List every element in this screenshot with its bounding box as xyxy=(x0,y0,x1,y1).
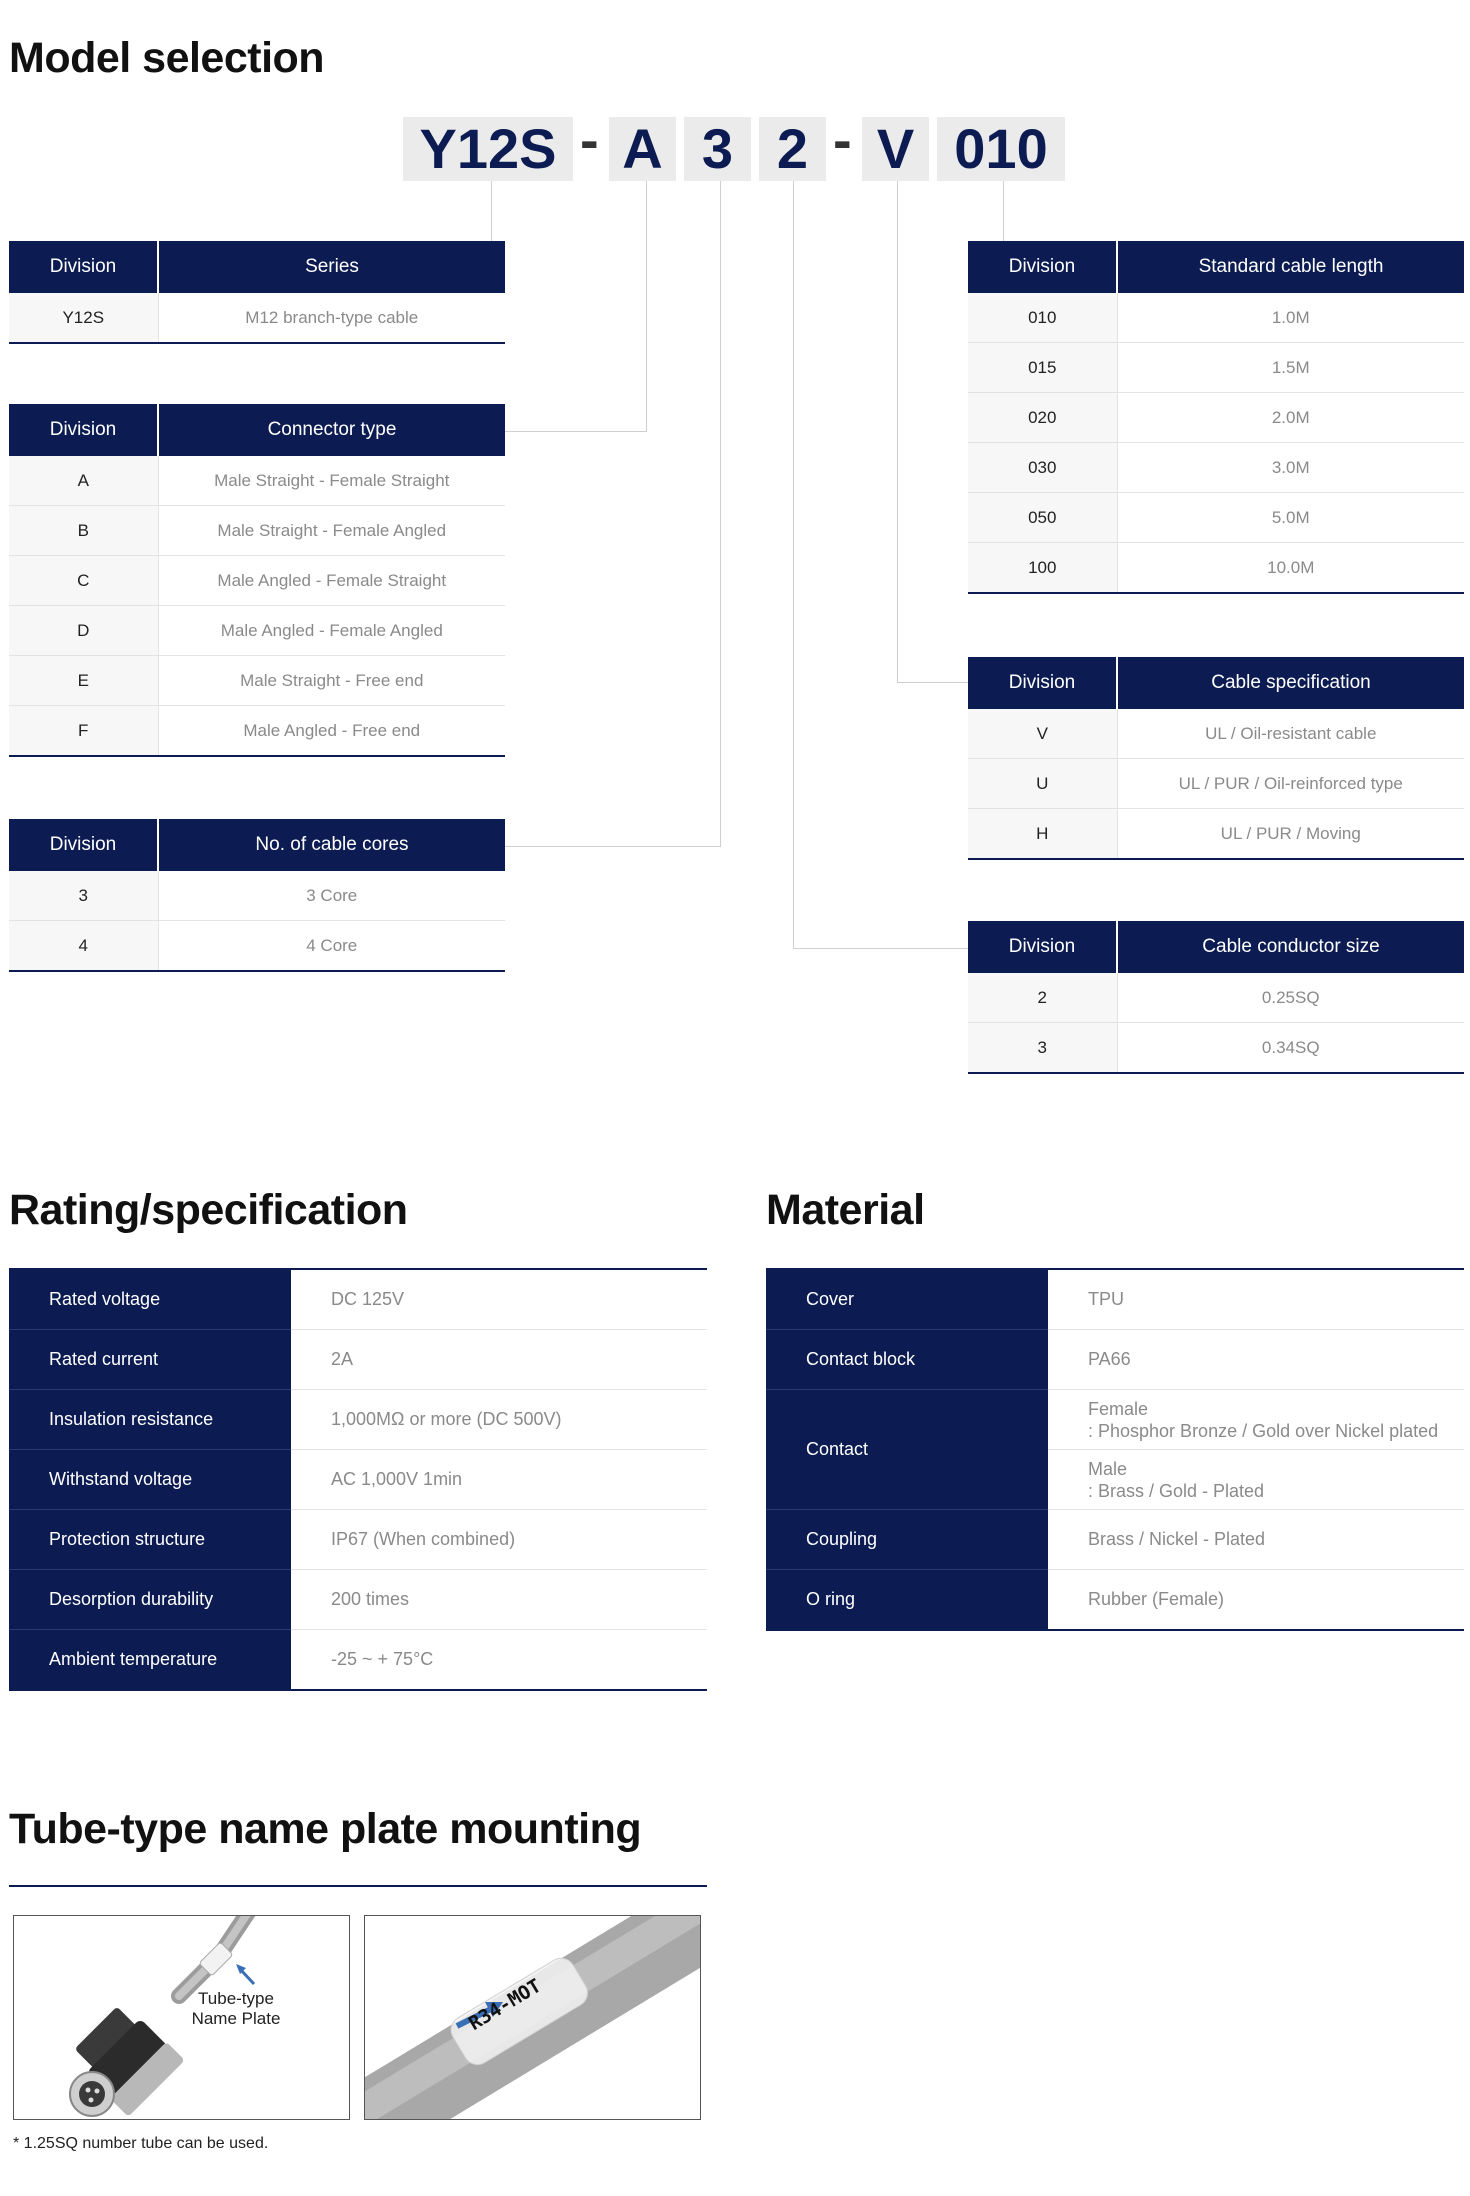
connector-line xyxy=(793,181,794,949)
connector-line xyxy=(1003,181,1004,241)
division-cell: E xyxy=(9,656,158,706)
table-row xyxy=(9,293,505,343)
division-cell: 3 xyxy=(968,1023,1117,1074)
table-row xyxy=(9,606,505,656)
spec-label: Rated voltage xyxy=(9,1269,291,1330)
table-row xyxy=(9,921,505,972)
description-cell: Male Straight - Female Angled xyxy=(158,506,505,556)
spec-label: Insulation resistance xyxy=(9,1390,291,1450)
division-cell: B xyxy=(9,506,158,556)
spec-label: Desorption durability xyxy=(9,1570,291,1630)
material-value-female xyxy=(1048,1390,1464,1450)
table-row xyxy=(968,759,1464,809)
model-selection-title: Model selection xyxy=(9,34,325,82)
material-table xyxy=(766,1268,1464,1631)
table-row xyxy=(968,709,1464,759)
table-row xyxy=(968,343,1464,393)
callout-line: Name Plate xyxy=(191,2009,281,2028)
connector-line xyxy=(793,948,968,949)
description-cell: 3 Core xyxy=(158,871,505,921)
description-cell: Male Angled - Female Angled xyxy=(158,606,505,656)
description-cell: UL / PUR / Oil-reinforced type xyxy=(1117,759,1464,809)
material-title: Material xyxy=(766,1186,925,1234)
series-table xyxy=(9,241,505,344)
division-cell: 020 xyxy=(968,393,1117,443)
connector-line xyxy=(491,181,492,241)
rating-table xyxy=(9,1268,707,1691)
table-row xyxy=(9,1510,707,1570)
footnote: * 1.25SQ number tube can be used. xyxy=(13,2135,269,2152)
spec-value: IP67 (When combined) xyxy=(291,1510,707,1570)
code-dash: - xyxy=(833,108,852,171)
material-value-male xyxy=(1048,1450,1464,1510)
table-row xyxy=(766,1570,1464,1631)
table-row xyxy=(9,1570,707,1630)
table-row xyxy=(968,973,1464,1023)
spec-label: Rated current xyxy=(9,1330,291,1390)
male-label: Male xyxy=(1088,1458,1128,1479)
table-row xyxy=(968,493,1464,543)
material-label: Cover xyxy=(766,1269,1048,1330)
division-cell: 030 xyxy=(968,443,1117,493)
description-cell: M12 branch-type cable xyxy=(245,307,419,327)
spec-value: 2A xyxy=(291,1330,707,1390)
material-label: Contact xyxy=(766,1390,1048,1510)
description-cell: 1.0M xyxy=(1117,293,1464,343)
column-header: Cable conductor size xyxy=(1117,921,1464,973)
table-row xyxy=(968,393,1464,443)
column-header: Division xyxy=(968,921,1117,973)
material-value: PA66 xyxy=(1048,1330,1464,1390)
code-cores: 3 xyxy=(684,117,751,181)
connector-line xyxy=(897,682,968,683)
callout-line: Tube-type xyxy=(198,1989,274,2008)
table-row xyxy=(9,1630,707,1691)
table-row xyxy=(9,656,505,706)
description-cell: Male Angled - Female Straight xyxy=(158,556,505,606)
table-row xyxy=(9,456,505,506)
spec-value: 200 times xyxy=(291,1570,707,1630)
column-header: Cable specification xyxy=(1117,657,1464,709)
column-header: Division xyxy=(9,819,158,871)
table-row xyxy=(9,506,505,556)
column-header: Division xyxy=(968,241,1117,293)
spec-value: -25 ~ + 75°C xyxy=(331,1649,434,1669)
mounting-title: Tube-type name plate mounting xyxy=(9,1805,642,1853)
female-material: : Phosphor Bronze / Gold over Nickel plated xyxy=(1088,1420,1439,1441)
division-cell: D xyxy=(9,606,158,656)
tube-label: R34-MOT xyxy=(465,1974,545,2035)
material-label: O ring xyxy=(766,1570,1048,1631)
table-row xyxy=(968,443,1464,493)
description-cell: Male Angled - Free end xyxy=(243,720,421,740)
table-row xyxy=(968,1023,1464,1074)
cable-cores-table xyxy=(9,819,505,972)
division-cell: H xyxy=(968,809,1117,860)
connector-type-table xyxy=(9,404,505,757)
description-cell: Male Straight - Free end xyxy=(158,656,505,706)
tube-callout xyxy=(176,1989,296,2029)
description-cell: 0.25SQ xyxy=(1117,973,1464,1023)
table-row xyxy=(9,706,505,757)
division-cell: 2 xyxy=(968,973,1117,1023)
male-material: : Brass / Gold - Plated xyxy=(1088,1480,1265,1501)
section-divider xyxy=(9,1885,707,1887)
code-connector: A xyxy=(609,117,676,181)
connector-line xyxy=(646,181,647,432)
code-length: 010 xyxy=(937,117,1065,181)
description-cell: 10.0M xyxy=(1267,557,1315,577)
table-row xyxy=(766,1269,1464,1330)
description-cell: 1.5M xyxy=(1117,343,1464,393)
connector-image xyxy=(13,1915,350,2120)
rating-title: Rating/specification xyxy=(9,1186,408,1234)
table-row xyxy=(766,1390,1464,1450)
conductor-size-table xyxy=(968,921,1464,1074)
description-cell: UL / PUR / Moving xyxy=(1220,823,1361,843)
description-cell: Male Straight - Female Straight xyxy=(158,456,505,506)
spec-label: Protection structure xyxy=(9,1510,291,1570)
description-cell: 3.0M xyxy=(1117,443,1464,493)
table-row xyxy=(968,293,1464,343)
division-cell: U xyxy=(968,759,1117,809)
division-cell: F xyxy=(9,706,158,757)
description-cell: 4 Core xyxy=(306,935,358,955)
code-series: Y12S xyxy=(403,117,573,181)
table-row xyxy=(9,871,505,921)
table-row xyxy=(9,1390,707,1450)
table-row xyxy=(766,1330,1464,1390)
table-row xyxy=(766,1510,1464,1570)
column-header: Division xyxy=(968,657,1117,709)
column-header: Division xyxy=(9,404,158,456)
connector-line xyxy=(504,431,647,432)
tube-closeup-illustration xyxy=(365,1916,701,2120)
code-conductor: 2 xyxy=(759,117,826,181)
description-cell: 2.0M xyxy=(1117,393,1464,443)
division-cell: 015 xyxy=(968,343,1117,393)
tube-closeup-image xyxy=(364,1915,701,2120)
spec-label: Ambient temperature xyxy=(9,1630,291,1691)
connector-line xyxy=(504,846,721,847)
division-cell: 4 xyxy=(9,921,158,972)
female-label: Female xyxy=(1088,1398,1149,1419)
division-cell: 010 xyxy=(968,293,1117,343)
material-value: Brass / Nickel - Plated xyxy=(1048,1510,1464,1570)
spec-value: DC 125V xyxy=(291,1269,707,1330)
table-row xyxy=(9,1269,707,1330)
table-row xyxy=(968,809,1464,860)
division-cell: A xyxy=(9,456,158,506)
table-row xyxy=(968,543,1464,594)
table-row xyxy=(9,556,505,606)
code-dash: - xyxy=(580,108,599,171)
material-label: Coupling xyxy=(766,1510,1048,1570)
table-row xyxy=(9,1450,707,1510)
material-value: TPU xyxy=(1048,1269,1464,1330)
code-spec: V xyxy=(862,117,929,181)
column-header: Division xyxy=(9,241,158,293)
table-row xyxy=(9,1330,707,1390)
cable-spec-table xyxy=(968,657,1464,860)
column-header: No. of cable cores xyxy=(158,819,505,871)
description-cell: 5.0M xyxy=(1117,493,1464,543)
column-header: Connector type xyxy=(158,404,505,456)
connector-line xyxy=(897,181,898,683)
spec-label: Withstand voltage xyxy=(9,1450,291,1510)
material-label: Contact block xyxy=(766,1330,1048,1390)
cable-length-table xyxy=(968,241,1464,594)
division-cell: Y12S xyxy=(9,293,158,343)
spec-value: 1,000MΩ or more (DC 500V) xyxy=(291,1390,707,1450)
column-header: Standard cable length xyxy=(1117,241,1464,293)
column-header: Series xyxy=(158,241,505,293)
division-cell: 050 xyxy=(968,493,1117,543)
division-cell: C xyxy=(9,556,158,606)
description-cell: 0.34SQ xyxy=(1261,1037,1320,1057)
division-cell: 3 xyxy=(9,871,158,921)
spec-value: AC 1,000V 1min xyxy=(291,1450,707,1510)
description-cell: UL / Oil-resistant cable xyxy=(1117,709,1464,759)
division-cell: V xyxy=(968,709,1117,759)
connector-line xyxy=(720,181,721,847)
material-value: Rubber (Female) xyxy=(1088,1589,1225,1609)
division-cell: 100 xyxy=(968,543,1117,594)
